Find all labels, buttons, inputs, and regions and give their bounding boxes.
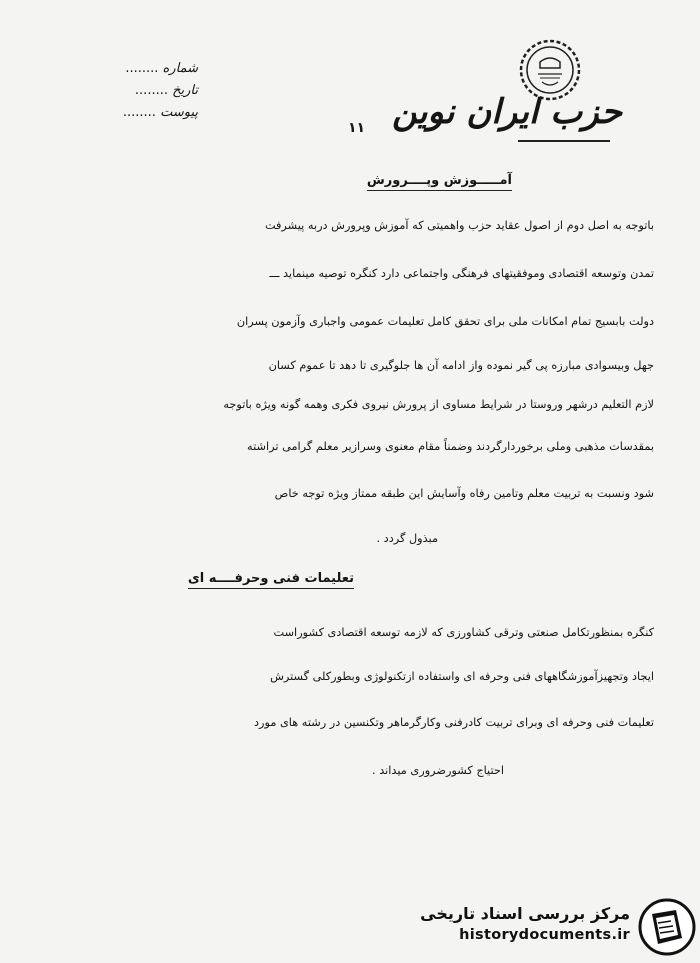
watermark (412, 896, 700, 958)
letterhead-meta (68, 58, 198, 124)
paragraph-line: تعلیمات فنی وحرفه ای وبرای تربیت کادرفنی وکارگرماهر وتکنسین در رشته های مورد (254, 716, 654, 729)
section-heading-vocational-text: تعلیمات فنی وحرفــــه ای (188, 571, 354, 589)
paragraph-line: کنگره بمنظورتکامل صنعتی وترقی کشاورزی که لازمه توسعه اقتصادی کشوراست (273, 626, 654, 639)
meta-number (68, 58, 198, 80)
paragraph-line: بمقدسات مذهبی وملی برخوردارگردند وضمناً مقام معنوی وسرازیر معلم گرامی تراشته (247, 440, 654, 453)
paragraph-line: احتیاج کشورضروری میداند . (372, 764, 504, 777)
meta-number-dots: ........ (125, 61, 159, 76)
paragraph-line: لازم التعلیم درشهر وروستا در شرایط مساوی از پرورش نیروی فکری وهمه گونه ویژه باتوجه (223, 398, 654, 411)
section-heading-vocational (188, 571, 354, 586)
paragraph-line: مبذول گردد . (376, 532, 438, 545)
page-number: ۱۱ (348, 120, 366, 136)
meta-attachment-dots: ........ (122, 105, 156, 120)
section-heading-education-text: آمـــــوزش وپــــرورش (367, 173, 512, 191)
letterhead-rule (518, 140, 610, 142)
watermark-url: historydocuments.ir (459, 927, 630, 943)
meta-date-dots: ........ (134, 83, 168, 98)
party-name-heading: حزب ایران نوین (392, 92, 622, 132)
paragraph-line: جهل وبیسوادی مبارزه پی گیر نموده واز ادامه آن ها جلوگیری تا دهد تا عموم کسان (268, 359, 654, 372)
meta-attachment-label: پیوست (160, 105, 198, 120)
watermark-name: مرکز بررسی اسناد تاریخی (420, 904, 630, 923)
meta-date (68, 80, 198, 102)
paragraph-line: تمدن وتوسعه اقتصادی وموفقیتهای فرهنگی واجتماعی دارد کنگره توصیه مینماید ـــ (269, 267, 654, 280)
paragraph-line: باتوجه به اصل دوم از اصول عقاید حزب واهمیتی که آموزش وپرورش دربه پیشرفت (264, 219, 654, 232)
meta-attachment (68, 102, 198, 124)
paragraph-line: شود ونسبت به تربیت معلم وتامین رفاه وآسایش این طبقه ممتاز ویژه توجه خاص (274, 487, 654, 500)
watermark-logo-icon (638, 898, 696, 956)
meta-date-label: تاریخ (172, 83, 198, 98)
paragraph-line: ایجاد وتجهیزآموزشگاههای فنی وحرفه ای واستفاده ازتکنولوژی وبطورکلی گسترش (270, 670, 654, 683)
section-heading-education (367, 173, 512, 188)
meta-number-label: شماره (162, 61, 198, 76)
paragraph-line: دولت بابسیج تمام امکانات ملی برای تحقق کامل تعلیمات عمومی واجباری وآزمون پسران (236, 315, 654, 328)
